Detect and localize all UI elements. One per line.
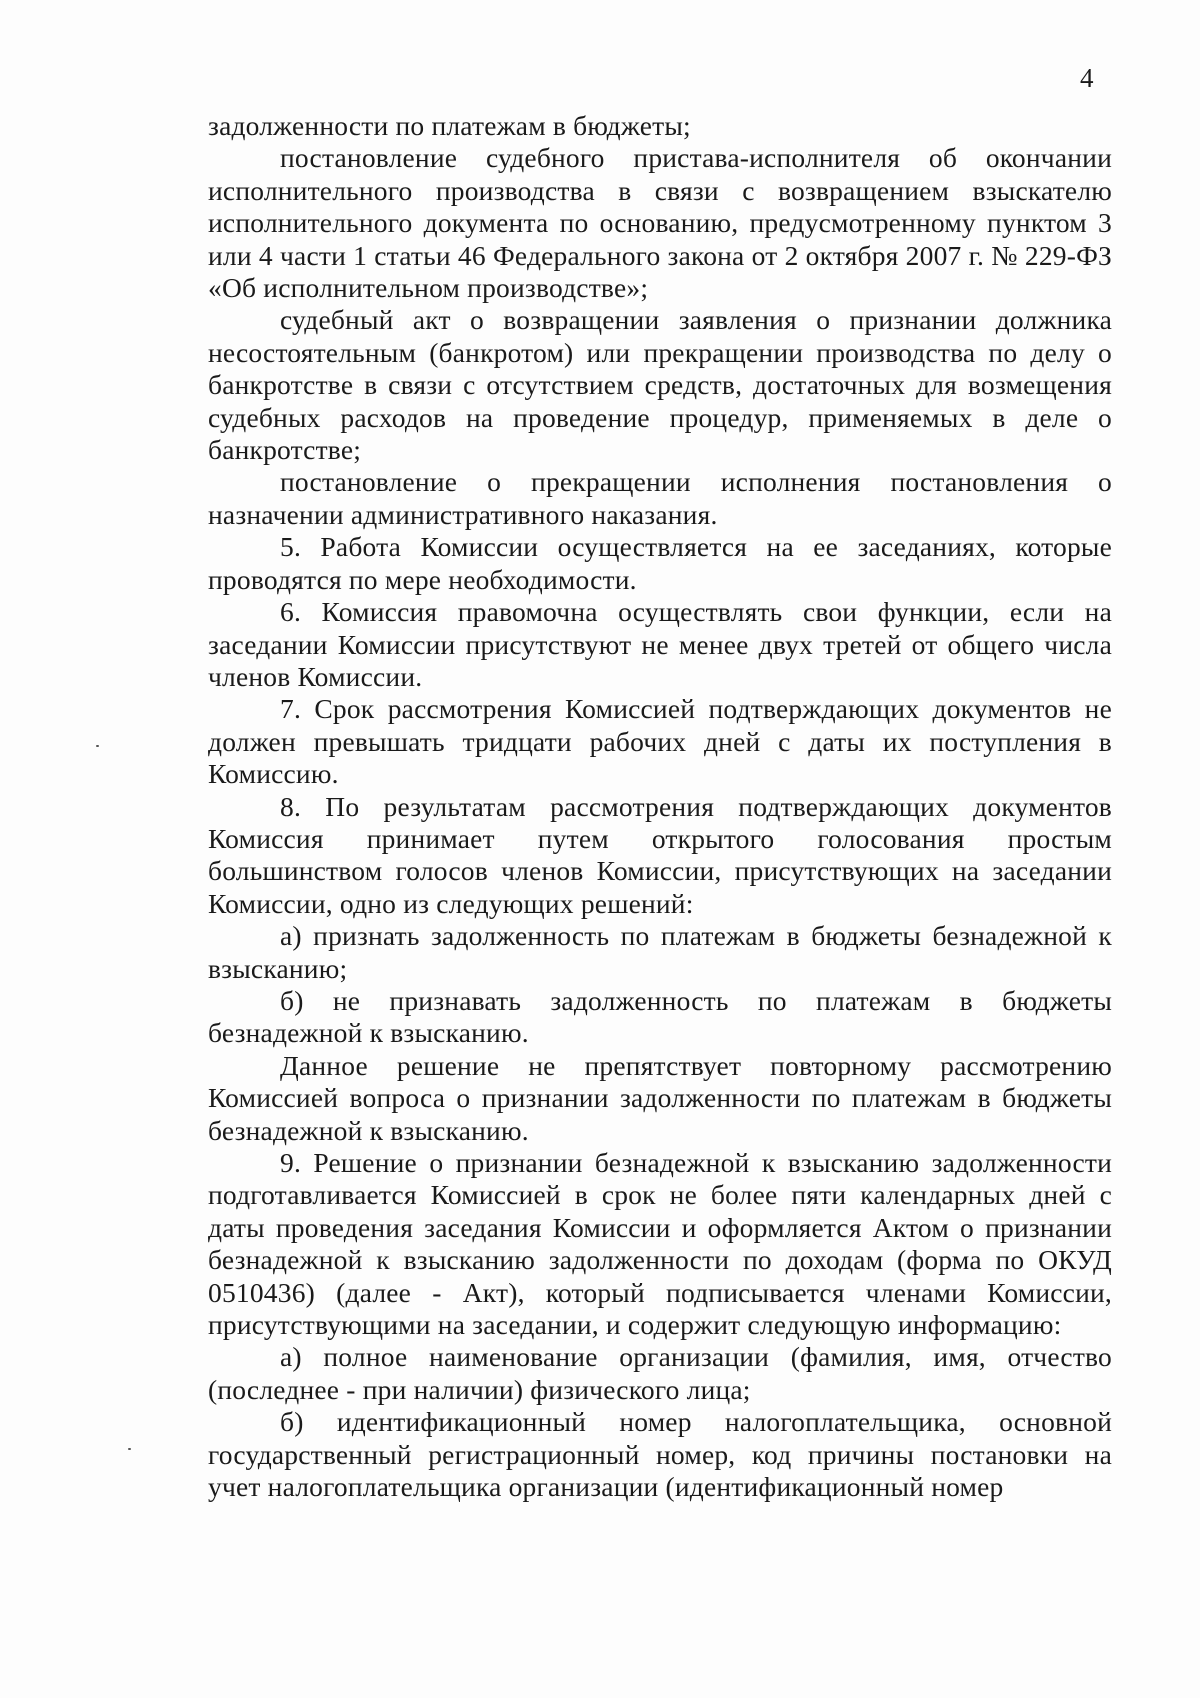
paragraph: 9. Решение о признании безнадежной к взысканию задолженности подготавливается Комиссией в срок не более пяти календарных дней с даты проведения заседания Комиссии и оформляется Актом о признании безнадежной к взысканию задолженности по доходам (форма по ОКУД 0510436) (далее - Акт), который подписывается членами Комиссии, присутствующими на заседании, и содержит следующую информацию: [208, 1147, 1112, 1341]
paragraph: 5. Работа Комиссии осуществляется на ее заседаниях, которые проводятся по мере необходимости. [208, 531, 1112, 595]
paragraph: постановление о прекращении исполнения постановления о назначении административного наказания. [208, 466, 1112, 530]
paragraph: а) полное наименование организации (фамилия, имя, отчество (последнее - при наличии) физического лица; [208, 1341, 1112, 1405]
paragraph: Данное решение не препятствует повторному рассмотрению Комиссией вопроса о признании задолженности по платежам в бюджеты безнадежной к взысканию. [208, 1049, 1112, 1146]
paragraph: 6. Комиссия правомочна осуществлять свои функции, если на заседании Комиссии присутствуют не менее двух третей от общего числа членов Комиссии. [208, 596, 1112, 692]
paragraph: 8. По результатам рассмотрения подтверждающих документов Комиссия принимает путем открытого голосования простым большинством голосов членов Комиссии, присутствующих на заседании Комиссии, одно из следующих решений: [208, 790, 1112, 919]
paragraph: задолженности по платежам в бюджеты; [208, 110, 691, 141]
paragraph: 7. Срок рассмотрения Комиссией подтверждающих документов не должен превышать тридцати рабочих дней с даты их поступления в Комиссию. [208, 693, 1112, 790]
paragraph: б) не признавать задолженность по платежам в бюджеты безнадежной к взысканию. [208, 984, 1112, 1049]
page-number: 4 [1080, 63, 1094, 93]
paragraph: судебный акт о возвращении заявления о признании должника несостоятельным (банкротом) или прекращении производства по делу о банкротстве в связи с отсутствием средств, достаточных для возмещения судебных расходов на проведение процедур, применяемых в деле о банкротстве; [208, 304, 1112, 466]
paragraph: б) идентификационный номер налогоплательщика, основной государственный регистрационный номер, код причины постановки на учет налогоплательщика организации (идентификационный номер [208, 1406, 1112, 1503]
paragraph: а) признать задолженность по платежам в бюджеты безнадежной к взысканию; [208, 920, 1112, 984]
body-text [208, 110, 1112, 1503]
scan-speck [96, 745, 99, 747]
scan-speck [128, 1448, 131, 1450]
paragraph: постановление судебного пристава-исполнителя об окончании исполнительного производства в связи с возвращением взыскателю исполнительного документа по основанию, предусмотренному пунктом 3 или 4 части 1 статьи 46 Федерального закона от 2 октября 2007 г. № 229-ФЗ «Об исполнительном производстве»; [208, 142, 1112, 304]
